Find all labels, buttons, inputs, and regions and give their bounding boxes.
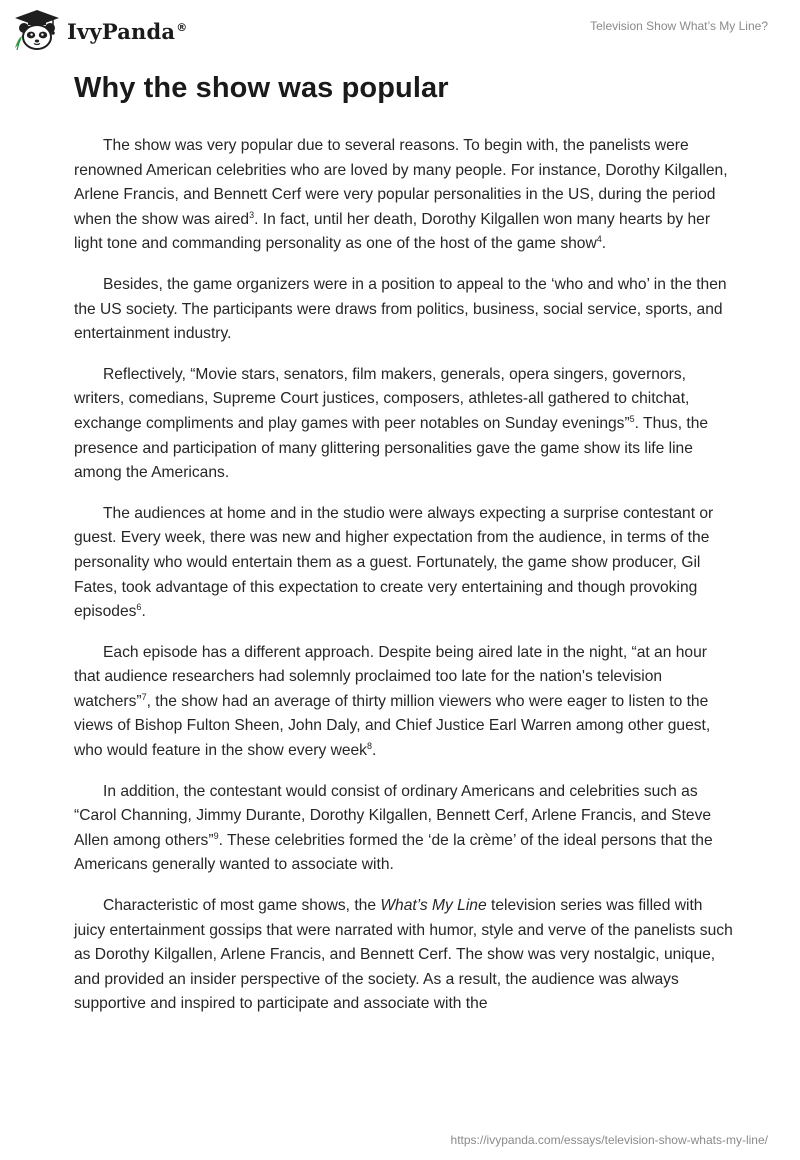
paragraph-text: Besides, the game organizers were in a position to appeal to the ‘who and who’ in the then the US society. The participants were draws from politics, business, social service, sports, and entertainment industry. xyxy=(74,275,727,343)
paragraph-text: Characteristic of most game shows, the xyxy=(103,897,381,915)
page-header xyxy=(0,0,800,60)
paragraph-text: . xyxy=(372,742,377,760)
footnote-ref[interactable]: 4 xyxy=(596,234,602,245)
source-url[interactable]: https://ivypanda.com/essays/television-show-whats-my-line/ xyxy=(450,1133,768,1147)
paragraph-text: . Thus, the presence and participation of many glittering personalities gave the game show its life line among the Americans. xyxy=(74,414,709,482)
paragraph-text: . xyxy=(141,603,146,621)
paragraph-text: television series was filled with juicy entertainment gossips that were narrated with humor, style and verve of the panelists such as Dorothy Kilgallen, Arlene Francis, and Bennett Cerf. The show was very nostalgic, unique, and provided an insider perspective of the society. As a result, the audience was always supportive and inspired to participate and associate with the xyxy=(74,897,733,1013)
paragraph-text: Reflectively, “Movie stars, senators, film makers, generals, opera singers, governors, writers, comedians, Supreme Court justices, composers, athletes-all gathered to chitchat, exchange compliments and play games with peer notables on Sunday evenings” xyxy=(74,365,690,432)
section-heading: Why the show was popular xyxy=(74,72,449,104)
footnote-ref[interactable]: 7 xyxy=(141,691,147,702)
ivypanda-logo[interactable] xyxy=(13,8,187,52)
italic-title: What’s My Line xyxy=(380,897,487,915)
document-title: Television Show What’s My Line? xyxy=(590,19,768,33)
paragraph-text: . In fact, until her death, Dorothy Kilgallen won many hearts by her light tone and commanding personality as one of the host of the game show xyxy=(74,210,711,253)
essay-paragraph xyxy=(74,894,734,1017)
footnote-ref[interactable]: 5 xyxy=(629,413,635,424)
essay-paragraph xyxy=(74,363,734,486)
paragraph-text: The audiences at home and in the studio were always expecting a surprise contestant or guest. Every week, there was new and higher expectation from the audience, in terms of the personality who would entertain them as a guest. Fortunately, the game show producer, Gil Fates, took advantage of this expectation to create very entertaining and though provoking episodes xyxy=(74,504,714,621)
essay-paragraph xyxy=(74,134,734,257)
paragraph-text: , the show had an average of thirty million viewers who were eager to listen to the views of Bishop Fulton Sheen, John Daly, and Chief Justice Earl Warren among other guest, who would feature in the show every week xyxy=(74,692,711,760)
registered-mark: ® xyxy=(176,20,188,34)
footnote-ref[interactable]: 3 xyxy=(249,209,255,220)
paragraph-text: . These celebrities formed the ‘de la crème’ of the ideal persons that the Americans generally wanted to associate with. xyxy=(74,831,713,874)
footnote-ref[interactable]: 6 xyxy=(136,601,142,612)
essay-body xyxy=(74,134,734,1033)
footnote-ref[interactable]: 8 xyxy=(366,740,372,751)
essay-paragraph xyxy=(74,502,734,625)
footnote-ref[interactable]: 9 xyxy=(213,830,219,841)
paragraph-text: Each episode has a different approach. Despite being aired late in the night, “at an hour that audience researchers had solemnly proclaimed too late for the nation's television watchers” xyxy=(74,643,707,710)
paragraph-text: . xyxy=(601,235,607,253)
panda-graduate-icon xyxy=(13,8,61,52)
paragraph-text: The show was very popular due to several reasons. To begin with, the panelists were renowned American celebrities who are loved by many people. For instance, Dorothy Kilgallen, Arlene Francis, and Bennett Cerf were very popular personalities in the US, during the period when the show was aired xyxy=(74,137,728,228)
essay-paragraph xyxy=(74,273,734,347)
paragraph-text: In addition, the contestant would consist of ordinary Americans and celebrities such as “Carol Channing, Jimmy Durante, Dorothy Kilgallen, Bennett Cerf, Arlene Francis, and Steve Allen among others” xyxy=(74,782,712,849)
brand-name: IvyPanda® xyxy=(67,18,188,44)
essay-paragraph xyxy=(74,780,734,878)
essay-paragraph xyxy=(74,641,734,764)
